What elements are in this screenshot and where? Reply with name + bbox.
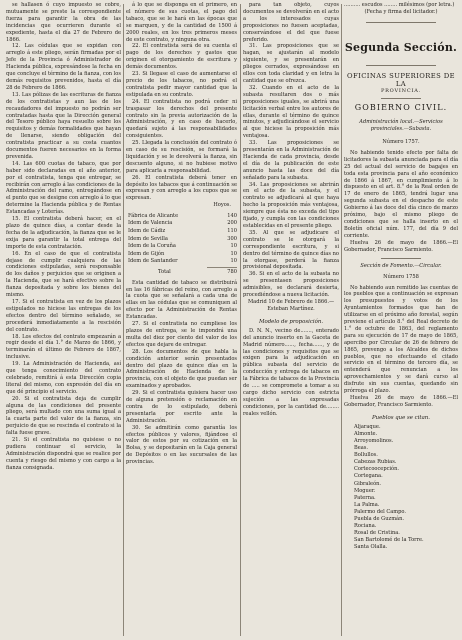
list-item: San Bartolomé de la Torre. <box>354 537 424 544</box>
paragraph: 31. Las proposiciones que se hagan, se ajustarán al modelo siguiente, y se presentarán en pliegos cerrados, expresándose en ellos con toda claridad y en letra la cantidad que se ofrezca. <box>243 43 341 84</box>
table-row <box>128 243 237 251</box>
office-subheading: PROVINCIA. <box>380 87 422 94</box>
modelo-title: Modelo de proposición. <box>258 318 324 325</box>
table-cell-label: Idem de Santander <box>128 258 178 265</box>
text-column-3 <box>243 2 339 638</box>
table-row <box>128 220 237 228</box>
text-column-2 <box>126 2 237 638</box>
table-row <box>128 213 237 221</box>
paragraph: No habiendo aun remitido las cuentas de los pueblos que a continuación se expresan los presupuestos y votos de los Ayuntamientos formados que han de utilizarse en el próximo año forestal, según previene el artículo 8.° del Real decreto de 1.° de octubre de 1863, del reglamento para su ejecución de 17 de mayo de 1865, apercibo por Circular de 26 de febrero de 1865, prevengo a los Alcaldes de dichos pueblos, que no efectuando el citado servicio en el término de tercero día, se entenderá que renuncian a los aprovechamientos y se dará curso al disfrute sin sus cuentas, quedando sin prórroga el plazo. <box>344 284 460 395</box>
paragraph: 26. El contratista deberá tener en depósito los tabacos que á continuación se expresan y con arreglo a los cupos que se expresan. <box>126 174 239 202</box>
date-line: Huelva 26 de mayo de 1866.—El Gobernador, Francisco Sarmiento. <box>344 239 460 253</box>
section-divider <box>381 98 421 99</box>
table-row <box>128 228 237 236</box>
table-row <box>128 258 237 266</box>
column-rule <box>123 4 124 636</box>
office-heading: OFICINAS SUPERIORES DE LA <box>347 71 455 88</box>
table-cell-value: 140 <box>227 212 237 219</box>
gobierno-heading: GOBIERNO CIVIL. <box>354 102 448 112</box>
list-item: Santa Olalla. <box>354 544 388 551</box>
paragraph: 13. Las pólizas de las escrituras de fianza de los contratistas y aun las de los recaudadores del impuesto no podrán ser contratadas hasta que la Dirección general del Tesoro público haya resuelto sobre los requisitos y demás formalidades que hayan de llenarse, siendo obligación del contratista practicar a su costa cuantos documentos fueren necesarios en la forma prevenida. <box>6 91 123 160</box>
table-cell-label: Idem de Gijón <box>128 250 165 257</box>
table-cell-value: 200 <box>227 220 237 227</box>
paragraph: 25. Llegada la conclusión del contrato ó en caso de su rescisión, se formará la liquidación y se le devolverá la fianza, sin descuento alguno, si no hubiese motivo para aplicarla a responsabilidad. <box>126 140 239 174</box>
list-item: Puebla de Guzmán. <box>354 516 404 523</box>
list-item: Beas. <box>354 445 369 452</box>
list-item: Palermo del Campo. <box>354 508 406 515</box>
paragraph: 34. Las proposiciones se abrirán en el acto de la subasta, y el contrato se adjudicará al que haya hecho la proposición más ventajosa, siempre que ésta no exceda del tipo fijado, y cumpla con las condiciones establecidas en el presente pliego. <box>243 181 341 229</box>
column-rule <box>240 4 241 636</box>
table-total-label: Total <box>158 269 171 276</box>
paragraph: 29. Si el contratista quisiera hacer uso de alguna pretensión o reclamación en contra de lo estipulado, deberá presentarla por escrito ante la Administración. <box>126 390 239 424</box>
table-cell-label: Idem de Cádiz <box>128 228 166 235</box>
table-cell-value: 110 <box>227 228 237 235</box>
paragraph: 15. El contratista deberá hacer, en el plazo de quince días, a contar desde la fecha de la adjudicación, la fianza que se le exija para garantir la total entrega del importe de esta contratación. <box>6 216 123 250</box>
section-title: Segunda Sección. <box>344 40 458 54</box>
table-divider <box>207 267 237 268</box>
pueblos-title: Pueblos que se citan. <box>372 414 430 421</box>
paragraph: 33. Las proposiciones se presentarán en la Administración de Hacienda de cada provincia, desde el día de la publicación de este anuncio hasta las doce del día señalado para la subasta. <box>243 140 341 181</box>
paragraph: 14. Las 600 cuotas de tabaco, que por haber sido declaradas en el año anterior, por el contratista, tenga que entregar, se recibirán con arreglo á las condiciones de la Administración del ramo, entregándose en el punto que se designe con arreglo á lo que determine la Hacienda pública y de Rentas Estancadas y Loterías. <box>6 160 123 216</box>
paragraph: 16. En el caso de que el contratista dejase de cumplir cualquiera de las condiciones estipuladas, será responsable de los daños y perjuicios que se originen a la Hacienda, que se hará efectivo sobre la fianza depositada y sobre los bienes del mismo. <box>6 250 123 299</box>
paragraph: 19. La Administración de Hacienda, así que tenga conocimiento del contrato celebrado, remitirá á esta Dirección copia literal del mismo, con expresión del día en que dé principio el servicio. <box>6 361 123 395</box>
table-cell-label: Idem de la Coruña <box>128 243 176 250</box>
table-cell-label: Idem de Valencia <box>128 220 173 227</box>
paragraph: 17. Si el contratista en vez de los plazos estipulados no hiciese las entregas de los efectos dentro del término señalado, se procederá inmediatamente a la rescisión del contrato. <box>6 298 123 333</box>
list-item: Almonte. <box>354 430 378 437</box>
table-cell-value: 10 <box>230 250 237 257</box>
paragraph: 20. Si el contratista deja de cumplir alguna de las condiciones del presente pliego, será multado con una suma igual a la cuarta parte del valor de la fianza, sin perjuicio de que se rescinda el contrato si la falta fuese grave. <box>6 395 123 437</box>
table-total-value: 780 <box>227 269 237 276</box>
table-header: Hoyos. <box>213 202 231 209</box>
admin-line: Administración local.—Servicios provinciales.—Subasta. <box>359 118 443 132</box>
date-line: Huelva 26 de mayo de 1866.—El Gobernador, Francisco Sarmiento. <box>344 395 460 408</box>
section-divider <box>366 22 436 23</box>
list-item: Rosal de Cristina. <box>354 530 400 537</box>
table-cell-value: 300 <box>227 235 237 242</box>
section-divider <box>381 258 421 259</box>
paragraph: 35. Al que se adjudicare el contrato se le otorgará la correspondiente escritura, y si dentro del término de quince días no la otorgase, perderá la fianza provisional depositada. <box>243 229 341 271</box>
list-item: Cortegana. <box>354 473 383 480</box>
table-cell-label: Idem de Sevilla <box>128 235 168 242</box>
tobacco-table <box>128 213 237 277</box>
paragraph: 30. Se admitirán como garantía los efectos públicos y valores, fijándose el valor de estos por su cotización en la Bolsa, y se depositarán en la Caja general de Depósitos o en las sucursales de las provincias. <box>126 424 239 466</box>
list-item: Aljaraque. <box>354 423 381 430</box>
paragraph: 23. Si llegase el caso de aumentarse el precio de los tabacos, no podrá el contratista pedir mayor cantidad que la estipulada en su contrato. <box>126 71 239 98</box>
modelo-text: D. N. N., vecino de......., enterado del anuncio inserto en la Gaceta de Madrid número......, fecha......, y de las condiciones y requisitos que se exigen para la adjudicación en pública subasta del servicio de conducción y entrega de tabacos en la Fábrica de tabacos de la Provincia de ..... se compromete a tomar a su cargo dicho servicio con estricta sujeción a las expresadas condiciones, por la cantidad de........ reales vellón. <box>243 327 341 417</box>
signature-note: (Fecha y firma del licitador.) <box>364 8 438 15</box>
column-rule <box>341 4 342 636</box>
section2-title: Sección de Fomento.—Circular. <box>360 262 442 269</box>
paragraph: 27. Si el contratista no cumpliese los plazos de entrega, se le impondrá una multa del diez por ciento del valor de los efectos que dejare de entregar. <box>126 321 239 348</box>
escudos-line: .......... escudos ........ milésimos (por letra.) <box>344 2 455 8</box>
paragraph: 28. Los documentos de que habla la condición anterior serán presentados dentro del plazo de quince días en la Administración de Hacienda de la provincia, con el objeto de que puedan ser examinados y aprobados. <box>126 348 239 390</box>
list-item: Moguer. <box>354 487 376 494</box>
paragraph: 32. Cuando en el acto de la subasta resultaren dos o más proposiciones iguales, se abrirá una licitación verbal entre los autores de ellas, durante el término de quince minutos, y adjudicándose el servicio al que hiciese la proposición más ventajosa. <box>243 84 341 140</box>
paragraph: á lo que se disponga en el primero, en el número de sus cuotas, el pago del tabaco, que se le hará en las épocas que se marquen, y de la cantidad de 1500 á 2000 reales, en los tres primeros meses de este contrato, y ninguna otra. <box>126 2 239 43</box>
paragraph: 24. El contratista no podrá ceder ni traspasar los derechos del presente contrato sin la previa autorización de la Administración, y en caso de hacerlo, quedará sujeto á las responsabilidades consiguientes. <box>126 98 239 140</box>
list-item: Paterna. <box>354 494 376 501</box>
paragraph: No habiendo tenido efecto por falta de licitadores la subasta anunciada para el día 25 del actual del servicio de bagajes en toda esta provincia para el año económico de 1866 á 1867, en cumplimiento á lo dispuesto en el art. 8.° de la Real orden de 17 de enero de 1865, tendrá lugar una segunda subasta en el despacho de este Gobierno á las doce del día cinco de marzo próximo, bajo el mismo pliego de condiciones que se halla inserto en el Boletín oficial núm. 177, del día 9 del corriente. <box>344 149 460 239</box>
paragraph: 36. Si en el acto de la subasta no se presentasen proposiciones admisibles, se declarará desierta, procediéndose a nueva licitación. <box>243 271 341 299</box>
signature-line: Madrid 10 de Febrero de 1866.—Esteban Martínez. <box>247 298 335 312</box>
paragraph: 21. Si el contratista no quisiese o no pudiera continuar el servicio, la Administración dispondrá que se realice por cuenta y riesgo del mismo y con cargo a la fianza consignada. <box>6 437 123 471</box>
text-column-4 <box>344 2 458 638</box>
table-row <box>128 251 237 259</box>
table-total-row <box>128 269 237 277</box>
list-item: Rociana. <box>354 523 377 530</box>
table-cell-value: 10 <box>230 258 237 265</box>
table-cell-label: Fábrica de Alicante <box>128 212 179 219</box>
paragraph: se hallasen ó cuyo impuesto se cobre, mutuamente se preste la correspondiente fuerza para garantir la obra de las incidencias que ocurrieren durante el expediente, hasta el día 27 de Febrero de 1866. <box>6 2 123 43</box>
paragraph: Esta cantidad de tabaco se distribuirá en las 16 fábricas del reino, con arreglo a la cuota que se señalará a cada una de ellas en las cédulas que se comuniquen al efecto por la Administración de Rentas Estancadas. <box>126 279 239 321</box>
list-item: La Palma. <box>354 501 380 508</box>
list-item: Gibraleón. <box>354 480 382 487</box>
notice-number: Número 1757. <box>382 138 420 145</box>
table-cell-value: 10 <box>230 243 237 250</box>
text-column-1 <box>6 2 121 638</box>
list-item: Cortecoocepción. <box>354 466 400 473</box>
pueblos-list <box>344 424 458 552</box>
section-divider <box>366 65 436 66</box>
notice-number: Número 1758 <box>383 273 419 280</box>
list-item: Bollullos. <box>354 452 378 459</box>
paragraph: 22. El contratista será de su cuenta el pago de los derechos y gastos que originen el otorgamiento de escritura y demás documentos. <box>126 43 239 71</box>
list-item: Arroyomolinos. <box>354 438 394 444</box>
paragraph: 12. Las cédulas que se expidan con arreglo á este pliego, serán firmadas por el Jefe de la Provincia ó Administrador de Hacienda pública, expresándose la fecha en que concluye el término de la fianza, con los demás requisitos prevenidos, hasta el día 28 de Febrero de 1866. <box>6 43 123 91</box>
list-item: Cabezas Rubias. <box>354 459 397 466</box>
paragraph: para tan objeto, cuyos documentos se devolverán en el acto a los interesados cuyas proposiciones no fuesen aceptadas, conservándose el del que fuese preferido. <box>243 2 341 43</box>
paragraph: 18. Los efectos del contrato empezarán a regir desde el día 1.° de Marzo de 1866, y terminarán el último de Febrero de 1867, inclusive. <box>6 333 123 361</box>
